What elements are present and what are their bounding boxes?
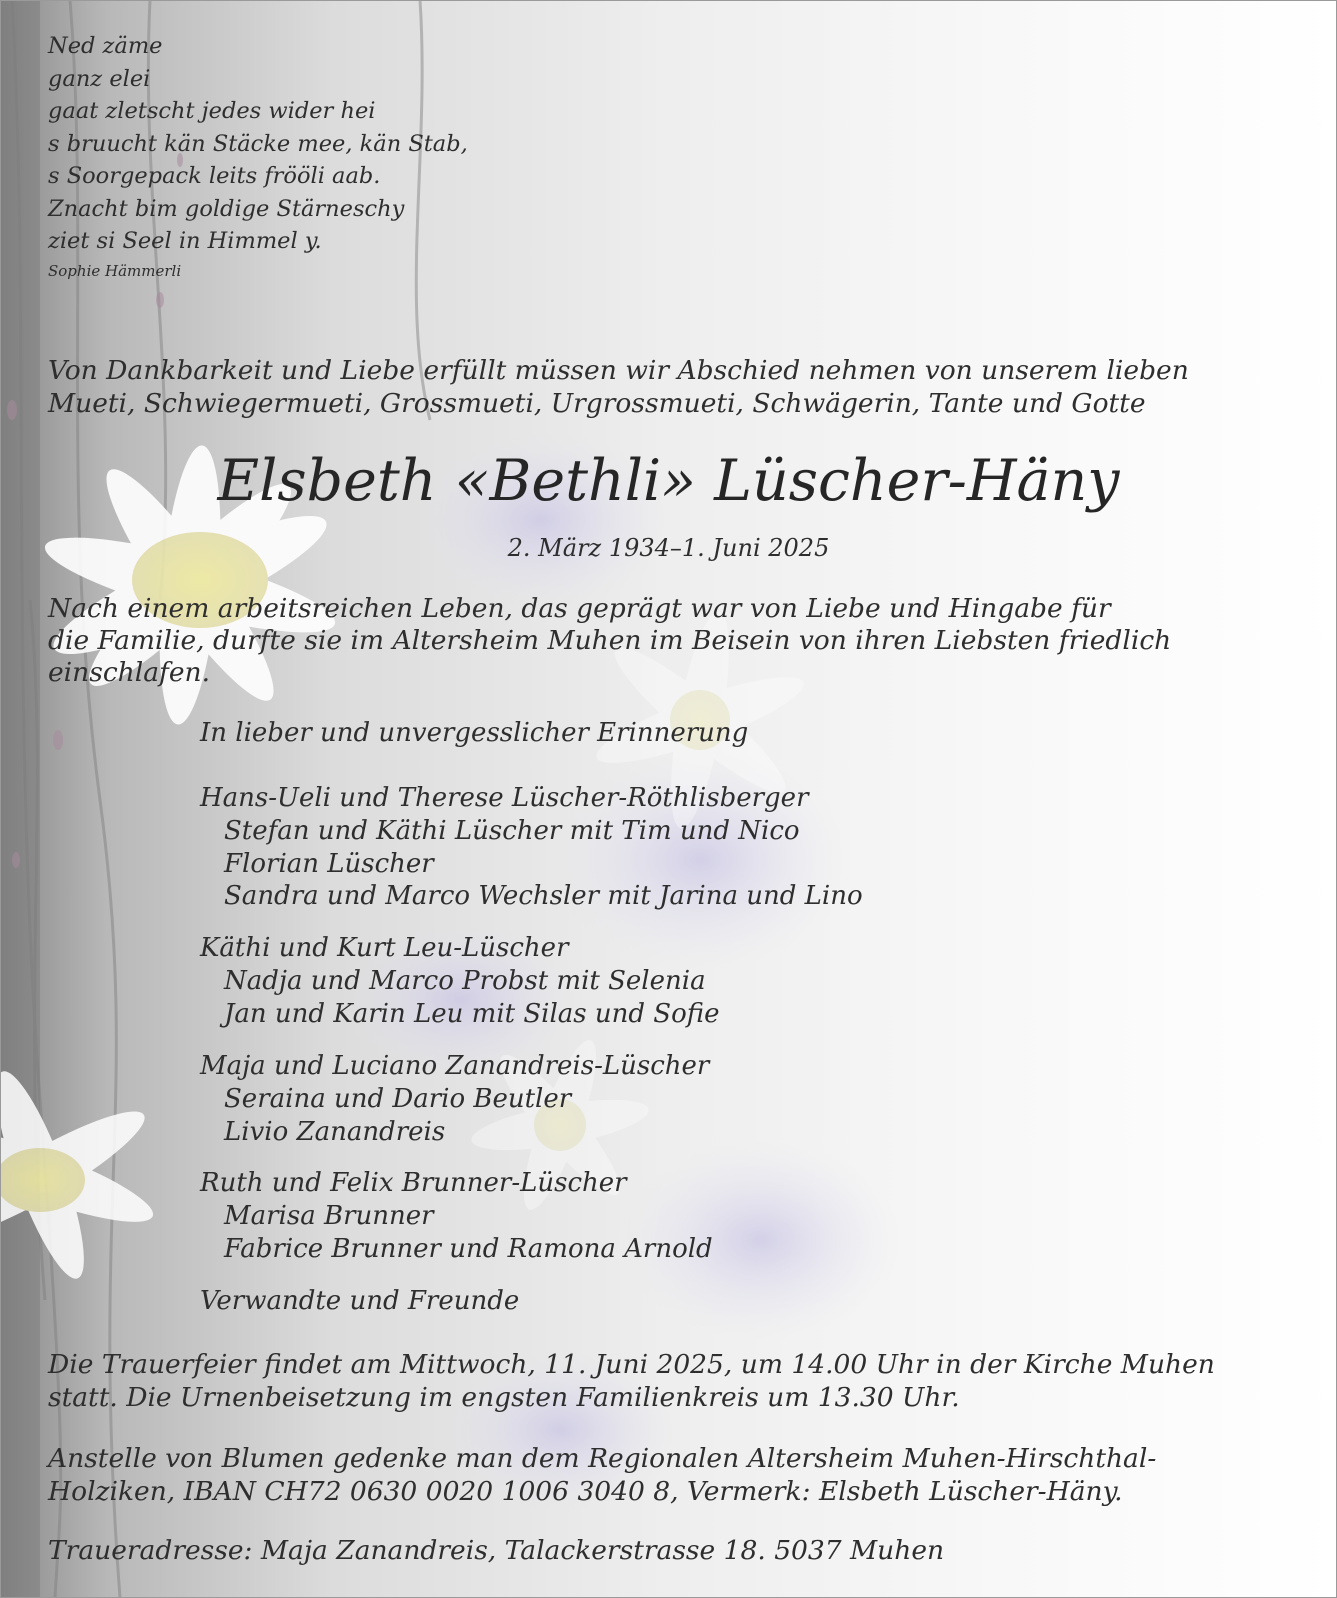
life-dates: 2. März 1934–1. Juni 2025 bbox=[507, 534, 830, 562]
poem-line: s bruucht kän Stäcke mee, kän Stab, bbox=[48, 130, 468, 157]
donation-line: Anstelle von Blumen gedenke man dem Regionalen Altersheim Muhen-Hirschthal- bbox=[48, 1443, 1157, 1474]
family-group bbox=[200, 1167, 713, 1265]
donation-line: Holziken, IBAN CH72 0630 0020 1006 3040 8, Vermerk: Elsbeth Lüscher-Häny. bbox=[48, 1476, 1123, 1507]
poem-line: Ned zäme bbox=[48, 33, 163, 59]
poem-line: s Soorgepack leits frööli aab. bbox=[48, 163, 381, 189]
mourning-address: Traueradresse: Maja Zanandreis, Talackerstrasse 18. 5037 Muhen bbox=[48, 1535, 945, 1566]
intro-text bbox=[48, 354, 1189, 420]
poem-line: gaat zletscht jedes wider hei bbox=[48, 98, 376, 124]
service-line: statt. Die Urnenbeisetzung im engsten Familienkreis um 13.30 Uhr. bbox=[48, 1382, 960, 1413]
family-member: Sandra und Marco Wechsler mit Jarina und Lino bbox=[224, 881, 863, 912]
family-member: Fabrice Brunner und Ramona Arnold bbox=[224, 1233, 713, 1264]
family-group bbox=[200, 782, 863, 913]
family-member: Livio Zanandreis bbox=[224, 1116, 446, 1147]
poem-line: Znacht bim goldige Stärneschy bbox=[48, 195, 405, 222]
family-head: Käthi und Kurt Leu-Lüscher bbox=[200, 933, 569, 963]
family-head: Hans-Ueli und Therese Lüscher-Röthlisberger bbox=[200, 783, 809, 813]
passing-text bbox=[48, 593, 1171, 689]
passing-line: die Familie, durfte sie im Altersheim Muhen im Beisein von ihren Liebsten friedlich bbox=[48, 625, 1172, 656]
memory-line: In lieber und unvergesslicher Erinnerung bbox=[200, 718, 749, 748]
family-group bbox=[200, 932, 720, 1030]
family-head: Maja und Luciano Zanandreis-Lüscher bbox=[200, 1051, 710, 1081]
service-info bbox=[48, 1348, 1215, 1414]
family-group bbox=[200, 1050, 709, 1148]
family-member: Florian Lüscher bbox=[224, 848, 434, 879]
family-member: Stefan und Käthi Lüscher mit Tim und Nico bbox=[224, 815, 800, 846]
service-line: Die Trauerfeier findet am Mittwoch, 11. Juni 2025, um 14.00 Uhr in der Kirche Muhen bbox=[48, 1349, 1215, 1380]
family-member: Nadja und Marco Probst mit Selenia bbox=[224, 965, 706, 996]
deceased-name: Elsbeth «Bethli» Lüscher-Häny bbox=[217, 448, 1120, 514]
passing-line: Nach einem arbeitsreichen Leben, das geprägt war von Liebe und Hingabe für bbox=[48, 593, 1111, 624]
intro-line: Mueti, Schwiegermueti, Grossmueti, Urgrossmueti, Schwägerin, Tante und Gotte bbox=[48, 388, 1146, 419]
intro-line: Von Dankbarkeit und Liebe erfüllt müssen wir Abschied nehmen von unserem lieben bbox=[48, 355, 1189, 386]
poem bbox=[48, 30, 468, 258]
family-head: Ruth und Felix Brunner-Lüscher bbox=[200, 1168, 627, 1198]
family-member: Marisa Brunner bbox=[224, 1200, 434, 1231]
poem-author: Sophie Hämmerli bbox=[48, 262, 182, 280]
poem-line: ganz elei bbox=[48, 65, 151, 92]
passing-line: einschlafen. bbox=[48, 657, 210, 688]
poem-line: ziet si Seel in Himmel y. bbox=[48, 228, 322, 254]
family-member: Jan und Karin Leu mit Silas und Sofie bbox=[224, 998, 720, 1029]
relatives-line: Verwandte und Freunde bbox=[200, 1286, 520, 1316]
family-member: Seraina und Dario Beutler bbox=[224, 1083, 572, 1114]
donation-info bbox=[48, 1442, 1156, 1508]
